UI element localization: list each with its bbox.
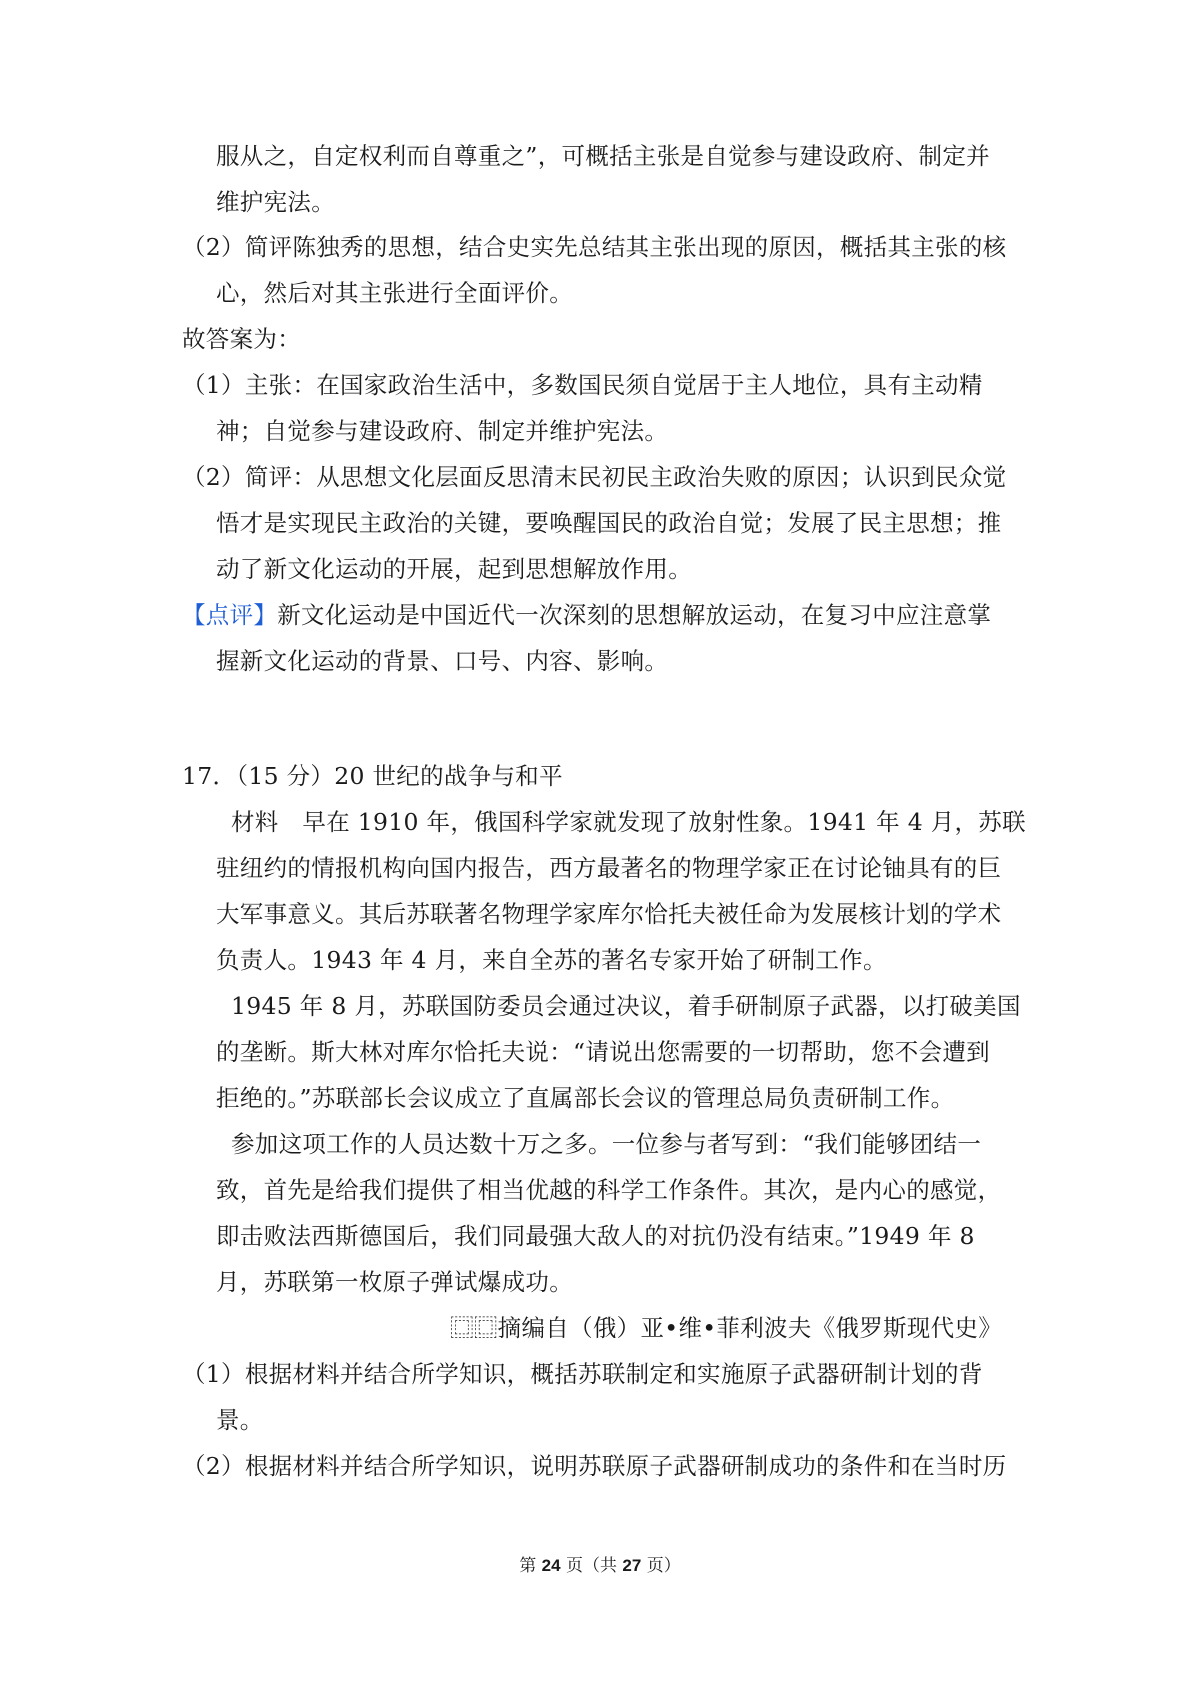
- material-line: 驻纽约的情报机构向国内报告，西方最著名的物理学家正在讨论铀具有的巨: [216, 854, 1002, 882]
- text-line: （2）简评陈独秀的思想，结合史实先总结其主张出现的原因，概括其主张的核: [182, 233, 1007, 261]
- text-line: 心，然后对其主张进行全面评价。: [216, 279, 573, 307]
- sub-question: （1）根据材料并结合所学知识，概括苏联制定和实施原子武器研制计划的背: [182, 1360, 983, 1388]
- text-line: 服从之，自定权利而自尊重之”，可概括主张是自觉参与建设政府、制定并: [216, 142, 990, 170]
- footer-suffix: 页）: [641, 1556, 681, 1576]
- page-total: 27: [622, 1556, 642, 1575]
- material-line: 参加这项工作的人员达数十万之多。一位参与者写到：“我们能够团结一: [231, 1130, 982, 1158]
- comment-tag: 【点评】: [182, 601, 278, 629]
- text-line: 握新文化运动的背景、口号、内容、影响。: [216, 647, 669, 675]
- sub-question: （2）根据材料并结合所学知识，说明苏联原子武器研制成功的条件和在当时历: [182, 1452, 1007, 1480]
- source-citation: ⿴⿴摘编自（俄）亚•维•菲利波夫《俄罗斯现代史》: [450, 1314, 1002, 1342]
- text-line: 维护宪法。: [216, 188, 335, 216]
- material-line: 大军事意义。其后苏联著名物理学家库尔恰托夫被任命为发展核计划的学术: [216, 900, 1002, 928]
- question-title: 17．（15 分）20 世纪的战争与和平: [182, 762, 563, 790]
- material-line: 拒绝的。”苏联部长会议成立了直属部长会议的管理总局负责研制工作。: [216, 1084, 955, 1112]
- text-line: 神；自觉参与建设政府、制定并维护宪法。: [216, 417, 669, 445]
- text-line: 悟才是实现民主政治的关键，要唤醒国民的政治自觉；发展了民主思想；推: [216, 509, 1002, 537]
- text-line: （2）简评：从思想文化层面反思清末民初民主政治失败的原因；认识到民众觉: [182, 463, 1007, 491]
- material-line: 的垄断。斯大林对库尔恰托夫说：“请说出您需要的一切帮助，您不会遭到: [216, 1038, 990, 1066]
- material-line: 负责人。1943 年 4 月，来自全苏的著名专家开始了研制工作。: [216, 946, 887, 974]
- material-line: 1945 年 8 月，苏联国防委员会通过决议，着手研制原子武器，以打破美国: [231, 992, 1021, 1020]
- material-line: 即击败法西斯德国后，我们同最强大敌人的对抗仍没有结束。”1949 年 8: [216, 1222, 975, 1250]
- text-line: 动了新文化运动的开展，起到思想解放作用。: [216, 555, 692, 583]
- sub-question: 景。: [216, 1406, 264, 1434]
- footer-prefix: 第: [519, 1556, 542, 1576]
- comment-line: [182, 600, 991, 630]
- text-line: （1）主张：在国家政治生活中，多数国民须自觉居于主人地位，具有主动精: [182, 371, 983, 399]
- page-footer: [0, 1555, 1200, 1577]
- footer-middle: 页（共: [560, 1556, 623, 1576]
- material-line: 材料 早在 1910 年，俄国科学家就发现了放射性象。1941 年 4 月，苏联: [231, 808, 1026, 836]
- answer-label: 故答案为：: [182, 325, 301, 353]
- material-line: 致，首先是给我们提供了相当优越的科学工作条件。其次，是内心的感觉，: [216, 1176, 1002, 1204]
- material-line: 月，苏联第一枚原子弹试爆成功。: [216, 1268, 573, 1296]
- comment-text: 新文化运动是中国近代一次深刻的思想解放运动，在复习中应注意掌: [277, 601, 992, 629]
- page-number: 24: [541, 1556, 561, 1575]
